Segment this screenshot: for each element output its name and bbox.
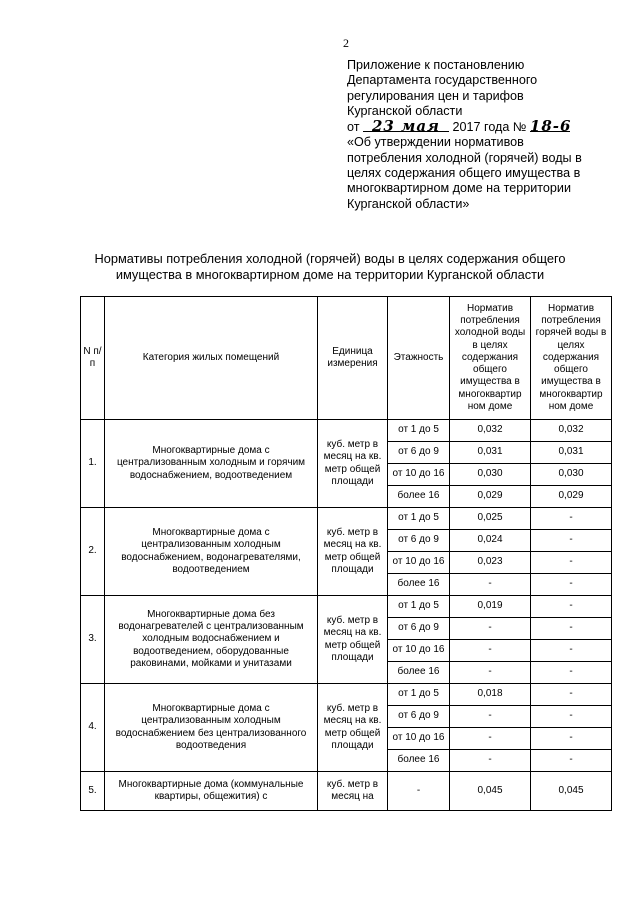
row-hot-value: - — [531, 728, 612, 750]
header-floors: Этажность — [388, 297, 450, 420]
appendix-header — [347, 58, 612, 212]
handwritten-date: 23 мая — [363, 119, 449, 134]
row-cold-value: - — [450, 574, 531, 596]
appendix-date-line — [347, 119, 612, 135]
row-cold-value: 0,019 — [450, 596, 531, 618]
row-cold-value: 0,045 — [450, 772, 531, 811]
row-cold-value: 0,023 — [450, 552, 531, 574]
row-number: 5. — [81, 772, 105, 811]
row-floors: от 1 до 5 — [388, 420, 450, 442]
table-row — [81, 684, 612, 706]
row-floors: от 1 до 5 — [388, 508, 450, 530]
row-unit: куб. метр в месяц на — [318, 772, 388, 811]
appendix-title-line: потребления холодной (горячей) воды в — [347, 150, 582, 165]
row-cold-value: - — [450, 706, 531, 728]
row-floors: более 16 — [388, 486, 450, 508]
row-floors: от 10 до 16 — [388, 464, 450, 486]
row-unit: куб. метр в месяц на кв. метр общей площади — [318, 420, 388, 508]
row-floors: от 10 до 16 — [388, 552, 450, 574]
row-floors: от 6 до 9 — [388, 706, 450, 728]
row-hot-value: - — [531, 596, 612, 618]
header-cold-water: Норматив потребления холодной воды в целях содержания общего имущества в многоквартир ном доме — [450, 297, 531, 420]
row-cold-value: 0,018 — [450, 684, 531, 706]
appendix-line: Департамента государственного — [347, 73, 538, 88]
row-floors: от 10 до 16 — [388, 640, 450, 662]
row-cold-value: - — [450, 640, 531, 662]
norms-table — [80, 296, 612, 811]
appendix-line: регулирования цен и тарифов — [347, 88, 524, 103]
row-number: 1. — [81, 420, 105, 508]
row-floors: более 16 — [388, 750, 450, 772]
document-title-line: имущества в многоквартирном доме на территории Курганской области — [115, 266, 545, 282]
row-floors: более 16 — [388, 662, 450, 684]
row-category: Многоквартирные дома (коммунальные квартиры, общежития) с — [105, 772, 318, 811]
row-floors: от 6 до 9 — [388, 530, 450, 552]
row-cold-value: 0,030 — [450, 464, 531, 486]
date-prefix: от — [347, 120, 360, 135]
table-header-row — [81, 297, 612, 420]
row-floors: от 1 до 5 — [388, 596, 450, 618]
row-cold-value: 0,032 — [450, 420, 531, 442]
row-hot-value: - — [531, 640, 612, 662]
table-row — [81, 596, 612, 618]
appendix-title-line: целях содержания общего имущества в — [347, 166, 581, 181]
row-unit: куб. метр в месяц на кв. метр общей площади — [318, 596, 388, 684]
appendix-line: Приложение к постановлению — [347, 58, 525, 72]
appendix-title-line: многоквартирном доме на территории — [347, 181, 571, 196]
row-cold-value: - — [450, 728, 531, 750]
row-category: Многоквартирные дома без водонагревателей с централизованным холодным водоснабжением и водоотведением, оборудованные раковинами, мойками и унитазами — [105, 596, 318, 684]
row-cold-value: - — [450, 662, 531, 684]
header-unit: Единица измерения — [318, 297, 388, 420]
row-cold-value: 0,031 — [450, 442, 531, 464]
document-title — [80, 251, 580, 282]
row-unit: куб. метр в месяц на кв. метр общей площади — [318, 508, 388, 596]
row-number: 3. — [81, 596, 105, 684]
header-hot-water: Норматив потребления горячей воды в целях содержания общего имущества в многоквартир ном доме — [531, 297, 612, 420]
row-floors: от 6 до 9 — [388, 618, 450, 640]
appendix-title-line: Курганской области» — [347, 196, 470, 211]
row-category: Многоквартирные дома с централизованным холодным водоснабжением без централизованного водоотведения — [105, 684, 318, 772]
row-hot-value: - — [531, 552, 612, 574]
row-number: 4. — [81, 684, 105, 772]
row-hot-value: - — [531, 750, 612, 772]
row-hot-value: 0,031 — [531, 442, 612, 464]
row-unit: куб. метр в месяц на кв. метр общей площади — [318, 684, 388, 772]
row-cold-value: 0,025 — [450, 508, 531, 530]
row-hot-value: - — [531, 684, 612, 706]
row-floors: - — [388, 772, 450, 811]
row-floors: более 16 — [388, 574, 450, 596]
row-hot-value: - — [531, 706, 612, 728]
document-title-line: Нормативы потребления холодной (горячей) воды в целях содержания общего — [94, 251, 566, 266]
row-category: Многоквартирные дома с централизованным холодным водоснабжением, водонагревателями, водоотведением — [105, 508, 318, 596]
row-floors: от 10 до 16 — [388, 728, 450, 750]
table-row — [81, 420, 612, 442]
appendix-title-line: «Об утверждении нормативов — [347, 135, 524, 150]
row-floors: от 1 до 5 — [388, 684, 450, 706]
row-hot-value: 0,030 — [531, 464, 612, 486]
row-hot-value: - — [531, 574, 612, 596]
row-hot-value: - — [531, 618, 612, 640]
page-number: 2 — [343, 36, 349, 50]
row-number: 2. — [81, 508, 105, 596]
row-floors: от 6 до 9 — [388, 442, 450, 464]
row-hot-value: 0,045 — [531, 772, 612, 811]
row-hot-value: 0,032 — [531, 420, 612, 442]
year-text: 2017 года № — [452, 120, 527, 135]
row-hot-value: - — [531, 662, 612, 684]
row-hot-value: 0,029 — [531, 486, 612, 508]
row-hot-value: - — [531, 530, 612, 552]
row-cold-value: 0,024 — [450, 530, 531, 552]
row-hot-value: - — [531, 508, 612, 530]
row-cold-value: - — [450, 618, 531, 640]
row-cold-value: 0,029 — [450, 486, 531, 508]
row-category: Многоквартирные дома с централизованным холодным и горячим водоснабжением, водоотведением — [105, 420, 318, 508]
table-row — [81, 508, 612, 530]
header-category: Категория жилых помещений — [105, 297, 318, 420]
handwritten-number: 18-6 — [529, 117, 572, 136]
row-cold-value: - — [450, 750, 531, 772]
header-num: N п/п — [81, 297, 105, 420]
table-row — [81, 772, 612, 811]
appendix-line: Курганской области — [347, 103, 463, 118]
